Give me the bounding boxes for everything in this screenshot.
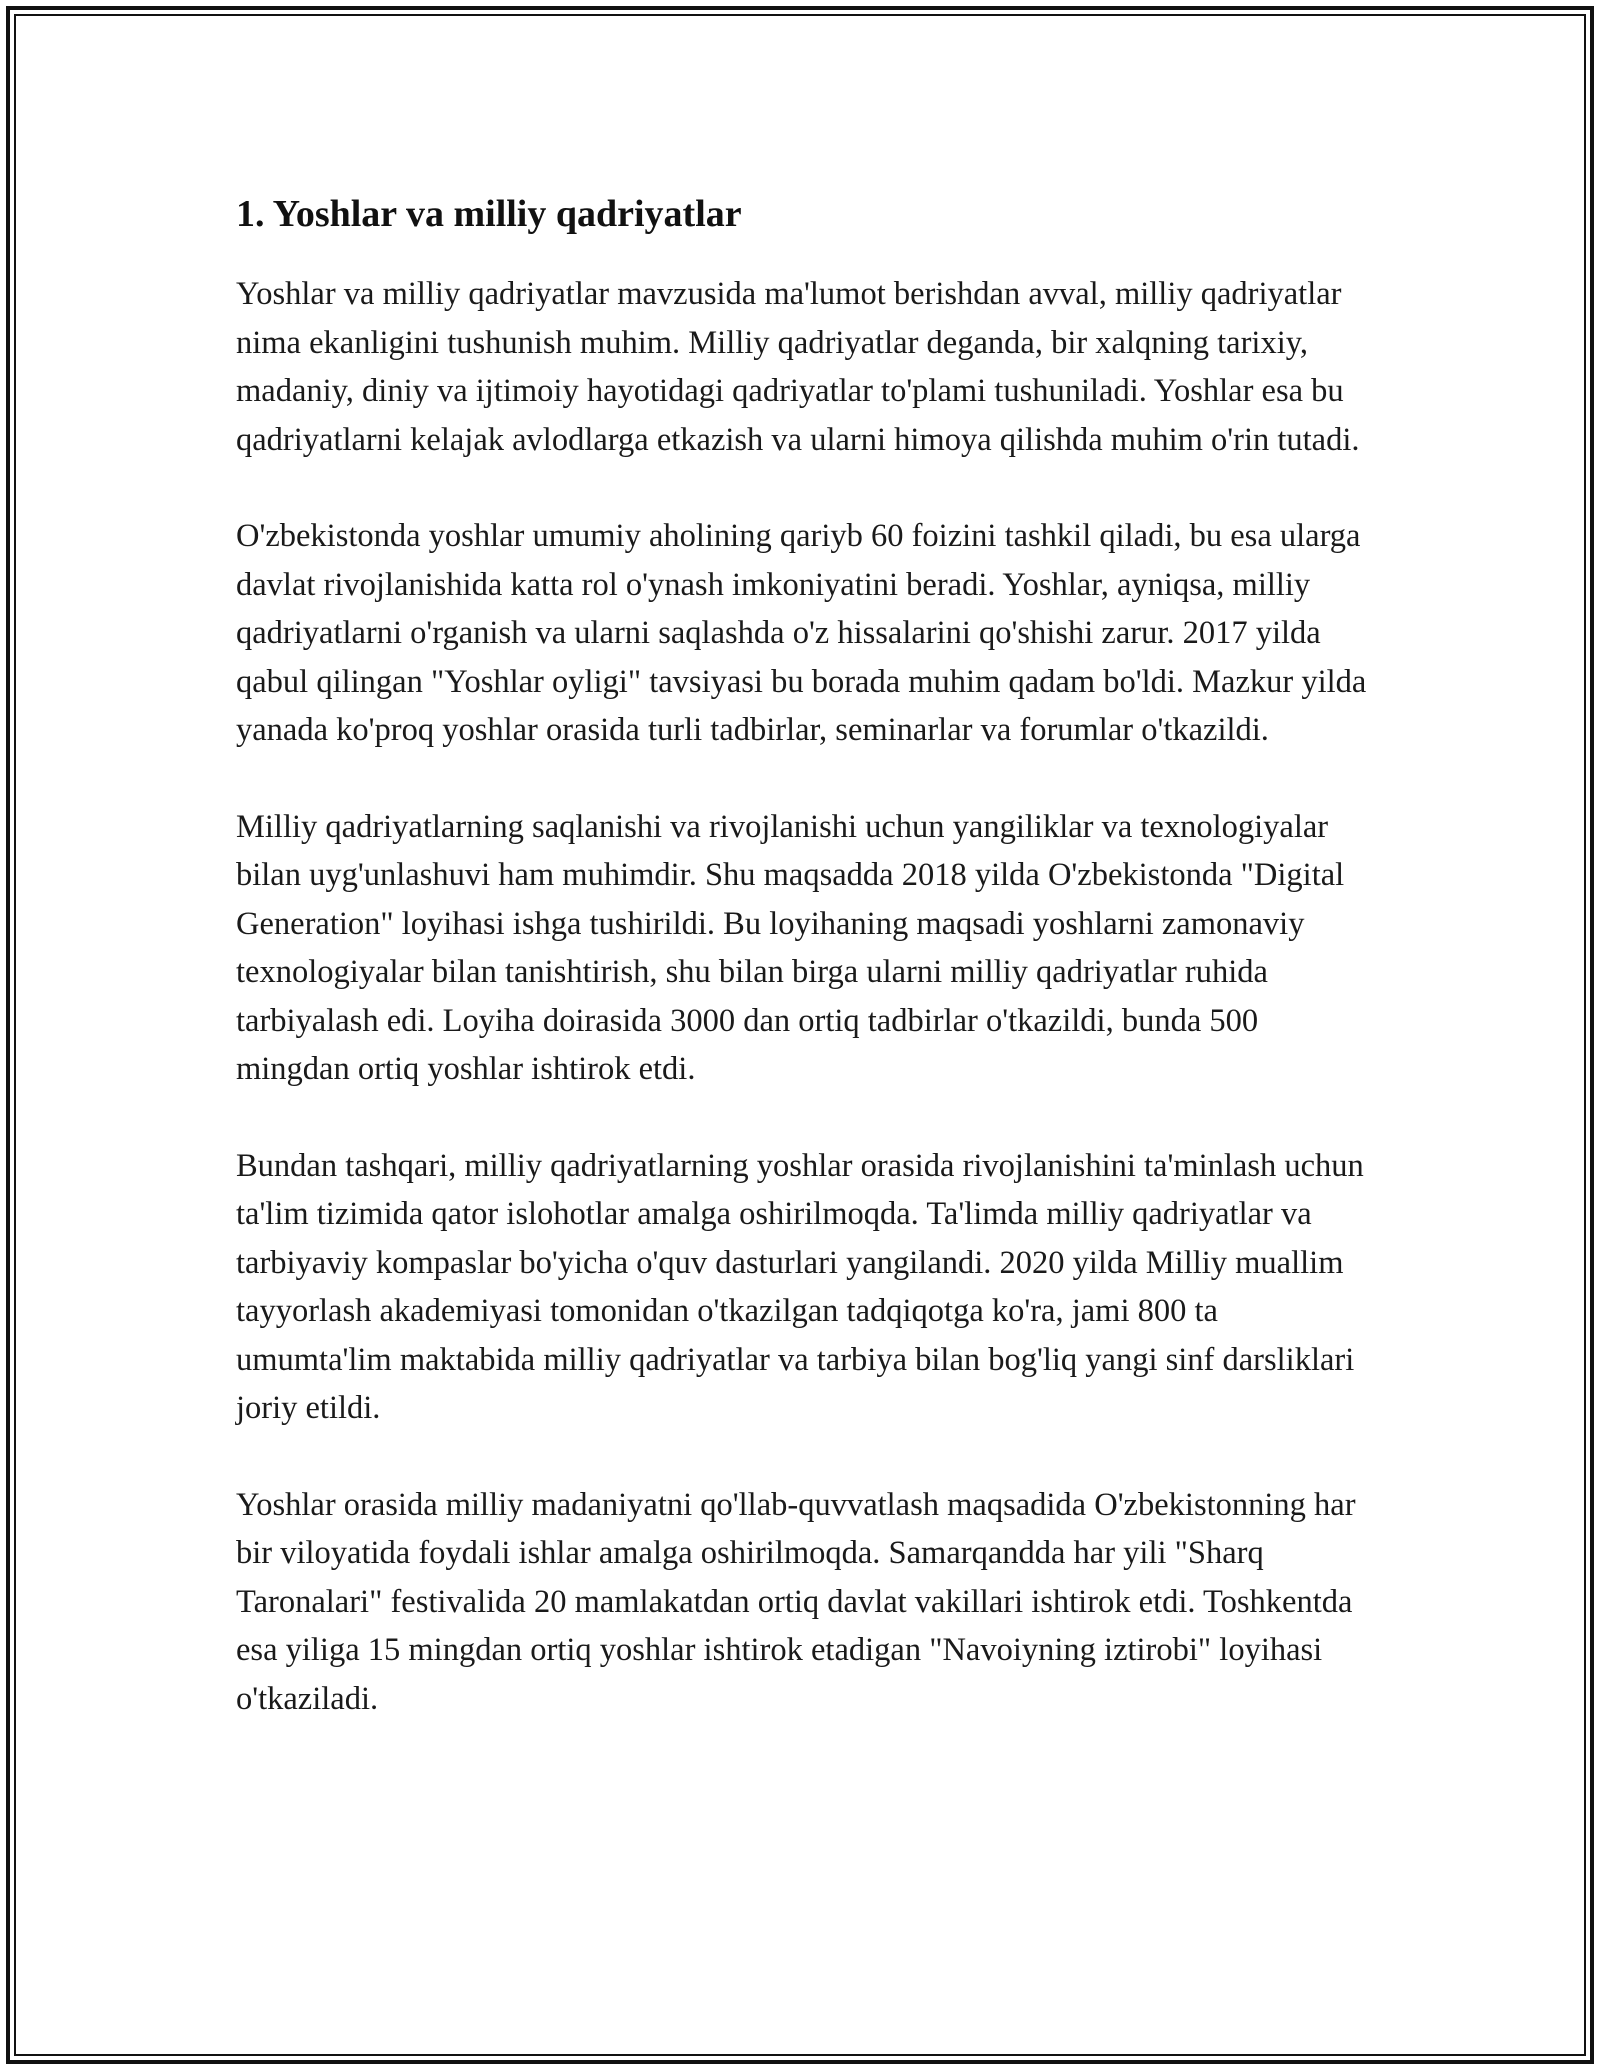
paragraph-5: Yoshlar orasida milliy madaniyatni qo'llab-quvvatlash maqsadida O'zbekistonning har bir viloyatida foydali ishlar amalga oshirilmoqda. Samarqandda har yili "Sharq Taronalari" festivalida 20 mamlakatdan ortiq davlat vakillari ishtirok etdi. Toshkentda esa yiliga 15 mingdan ortiq yoshlar ishtirok etadigan "Navoiyning iztirobi" loyihasi o'tkaziladi. xyxy=(236,1486,1356,1717)
document-title: 1. Yoshlar va milliy qadriyatlar xyxy=(236,193,742,235)
paragraph-1: Yoshlar va milliy qadriyatlar mavzusida ma'lumot berishdan avval, milliy qadriyatlar nima ekanligini tushunish muhim. Milliy qadriyatlar deganda, bir xalqning tarixiy, madaniy, diniy va ijtimoiy hayotidagi qadriyatlar to'plami tushuniladi. Yoshlar esa bu qadriyatlarni kelajak avlodlarga etkazish va ularni himoya qilishda muhim o'rin tutadi. xyxy=(236,276,1360,458)
paragraph-3: Milliy qadriyatlarning saqlanishi va rivojlanishi uchun yangiliklar va texnologiyalar bilan uyg'unlashuvi ham muhimdir. Shu maqsadda 2018 yilda O'zbekistonda "Digital Generation" loyihasi ishga tushirildi. Bu loyihaning maqsadi yoshlarni zamonaviy texnologiyalar bilan tanishtirish, shu bilan birga ularni milliy qadriyatlar ruhida tarbiyalash edi. Loyiha doirasida 3000 dan ortiq tadbirlar o'tkazildi, bunda 500 mingdan ortiq yoshlar ishtirok etdi. xyxy=(236,808,1345,1087)
document-body xyxy=(236,188,1376,1771)
paragraph-2: O'zbekistonda yoshlar umumiy aholining qariyb 60 foizini tashkil qiladi, bu esa ularga davlat rivojlanishida katta rol o'ynash imkoniyatini beradi. Yoshlar, ayniqsa, milliy qadriyatlarni o'rganish va ularni saqlashda o'z hissalarini qo'shishi zarur. 2017 yilda qabul qilingan "Yoshlar oyligi" tavsiyasi bu borada muhim qadam bo'ldi. Mazkur yilda yanada ko'proq yoshlar orasida turli tadbirlar, seminarlar va forumlar o'tkazildi. xyxy=(236,518,1367,748)
paragraph-4: Bundan tashqari, milliy qadriyatlarning yoshlar orasida rivojlanishini ta'minlash uchun ta'lim tizimida qator islohotlar amalga oshirilmoqda. Ta'limda milliy qadriyatlar va tarbiyaviy kompaslar bo'yicha o'quv dasturlari yangilandi. 2020 yilda Milliy muallim tayyorlash akademiyasi tomonidan o'tkazilgan tadqiqotga ko'ra, jami 800 ta umumta'lim maktabida milliy qadriyatlar va tarbiya bilan bog'liq yangi sinf darsliklari joriy etildi. xyxy=(236,1147,1364,1426)
